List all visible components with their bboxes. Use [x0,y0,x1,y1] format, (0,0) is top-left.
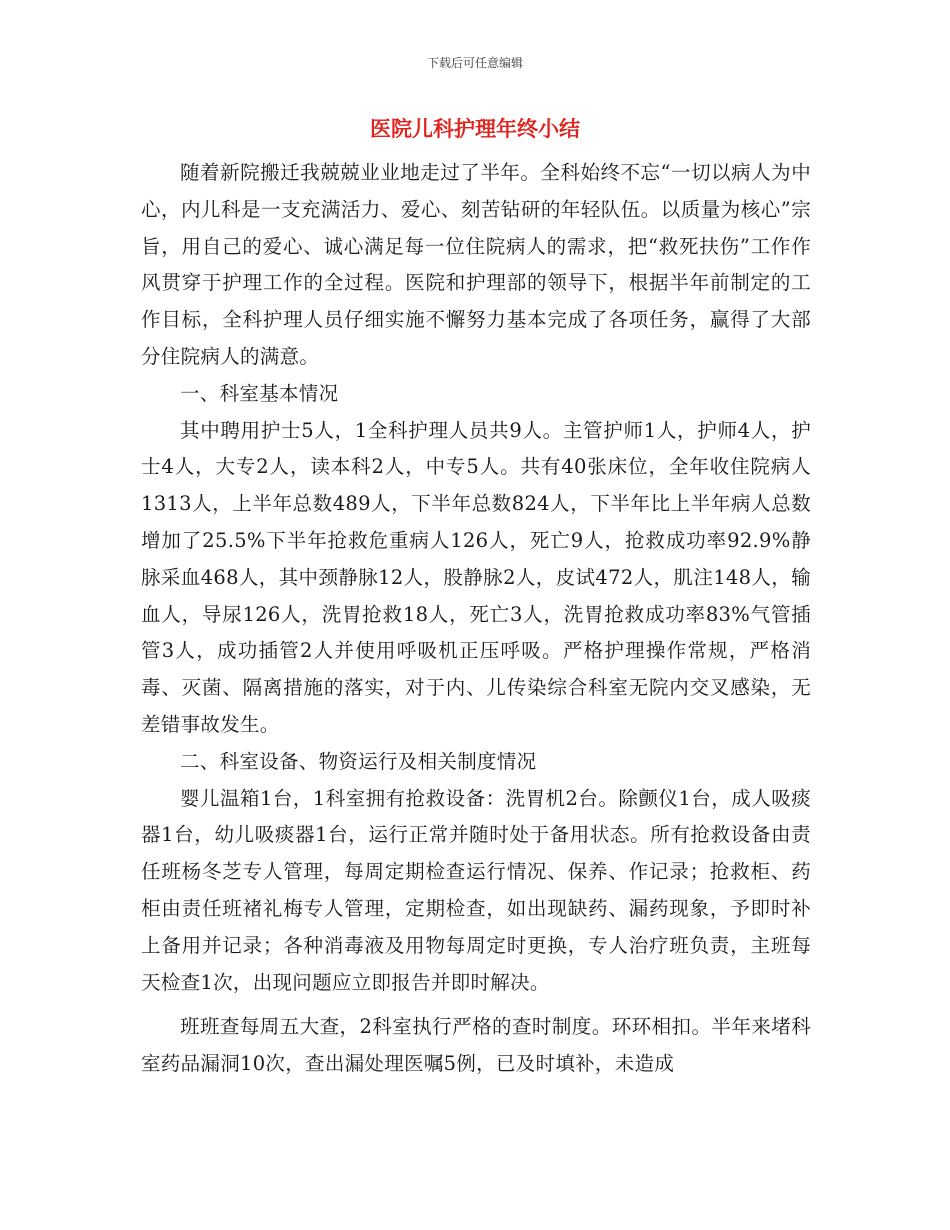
document-title: 医院儿科护理年终小结 [370,116,580,141]
paragraph-basic-info: 其中聘用护士5人，1全科护理人员共9人。主管护师1人，护师4人，护士4人，大专2人，读本科2人，中专5人。共有40张床位，全年收住院病人1313人，上半年总数489人，下半年总数824人，下半年比上半年病人总数增加了25.5%下半年抢救危重病人126人，死亡9人，抢救成功率92.9%静脉采血468人，其中颈静脉12人，股静脉2人，皮试472人，肌注148人，输血人，导尿126人，洗胃抢救18人，死亡3人，洗胃抢救成功率83%气管插管3人，成功插管2人并使用呼吸机正压呼吸。严格护理操作常规，严格消毒、灭菌、隔离措施的落实，对于内、儿传染综合科室无院内交叉感染，无差错事故发生。 [141,418,811,736]
document-body [141,155,811,1083]
paragraph-equipment: 婴儿温箱1台，1科室拥有抢救设备：洗胃机2台。除颤仪1台，成人吸痰器1台，幼儿吸痰器1台，运行正常并随时处于备用状态。所有抢救设备由责任班杨冬芝专人管理，每周定期检查运行情况、保养、作记录；抢救柜、药柜由责任班褚礼梅专人管理，定期检查，如出现缺药、漏药现象，予即时补上备用并记录；各种消毒液及用物每周定时更换，专人治疗班负责，主班每天检查1次，出现问题应立即报告并即时解决。 [141,786,811,994]
header-note: 下载后可任意编辑 [426,56,523,70]
paragraph-checks: 班班查每周五大查，2科室执行严格的查时制度。环环相扣。半年来堵科室药品漏洞10次，查出漏处理医嘱5例，已及时填补，未造成 [141,1015,811,1076]
section-heading-1: 一、科室基本情况 [180,381,339,405]
paragraph-intro: 随着新院搬迁我兢兢业业地走过了半年。全科始终不忘“一切以病人为中心，内儿科是一支充满活力、爱心、刻苦钻研的年轻队伍。以质量为核心”宗旨，用自己的爱心、诚心满足每一位住院病人的需求，把“救死扶伤”工作作风贯穿于护理工作的全过程。医院和护理部的领导下，根据半年前制定的工作目标，全科护理人员仔细实施不懈努力基本完成了各项任务，赢得了大部分住院病人的满意。 [141,161,811,368]
section-heading-2: 二、科室设备、物资运行及相关制度情况 [180,749,537,773]
